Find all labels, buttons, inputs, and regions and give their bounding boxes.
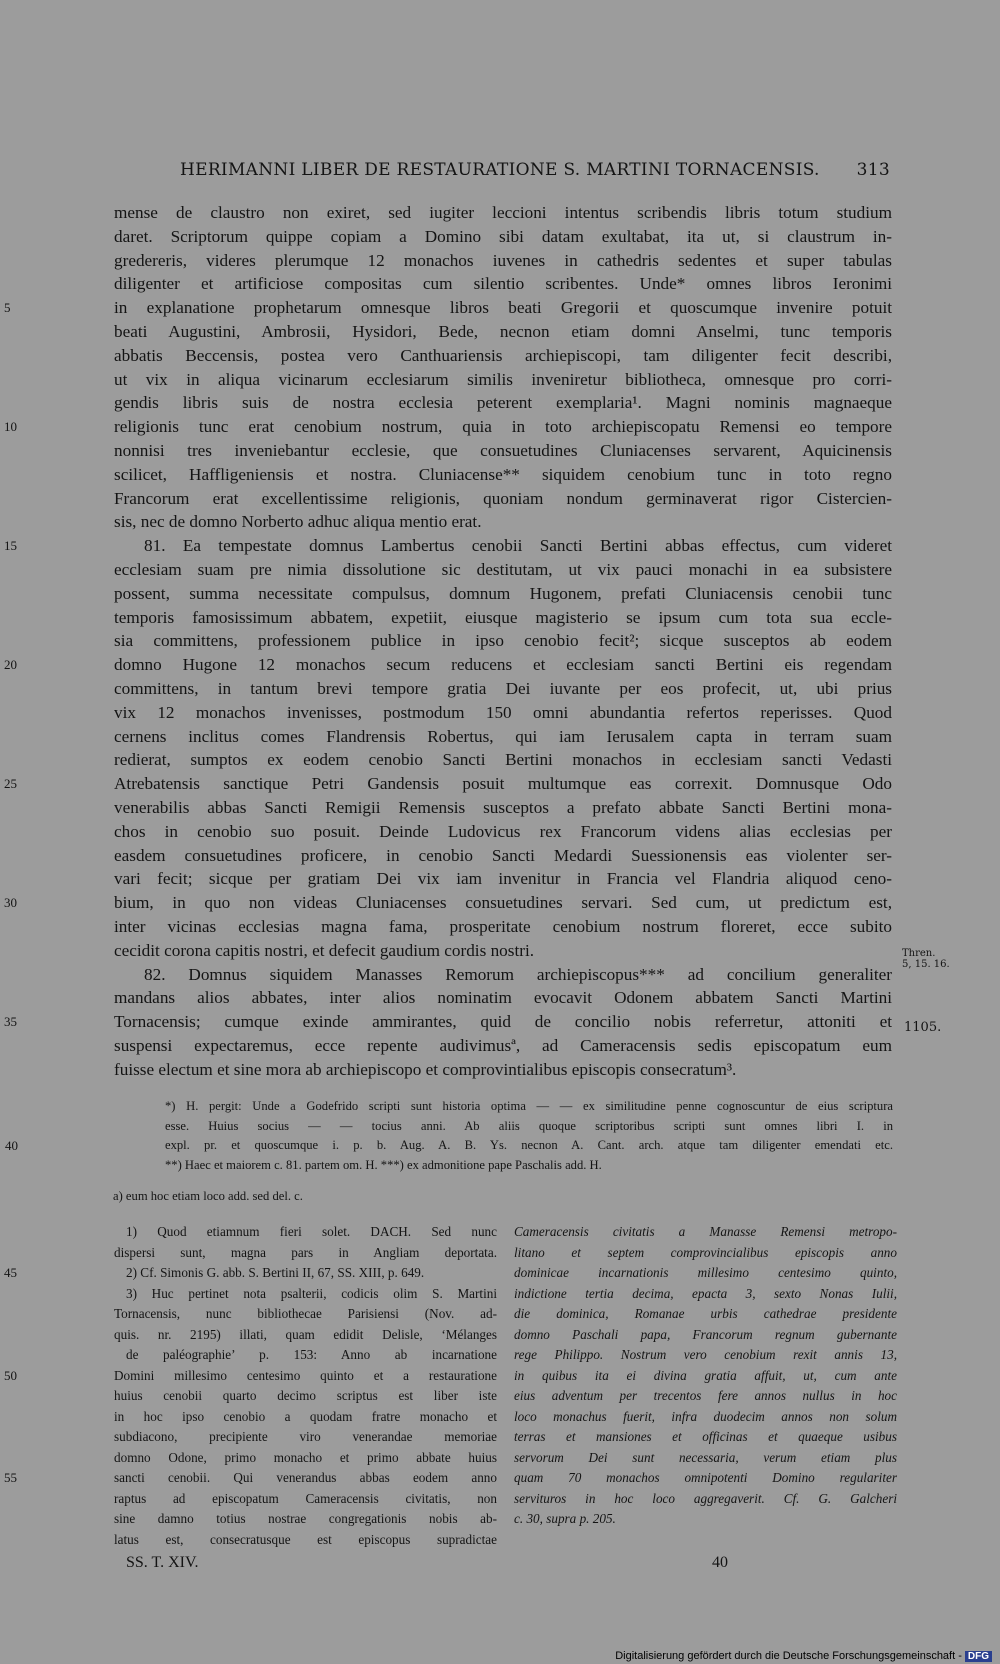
notes-left-column (4, 1222, 497, 1550)
dfg-logo: DFG (965, 1651, 992, 1662)
line-text: religionis tunc erat cenobium nostrum, quia in toto archiepiscopatu Remensi eo tempore (114, 417, 892, 437)
text-line (514, 1284, 897, 1305)
line-text: sis, nec de domno Norberto adhuc aliqua mentio erat. (114, 512, 482, 532)
line-text: domno Hugone 12 monachos secum reducens et ecclesiam sancti Bertini eis regendam (114, 655, 892, 675)
line-text: latus est, consecratusque est episcopus supradictae (114, 1531, 497, 1547)
line-text: nonnisi tres inveniebantur ecclesie, que consuetudines Cluniacenses servarent, Aquicinensis (114, 440, 892, 460)
text-line (114, 201, 892, 225)
text-line (514, 1509, 897, 1530)
credit-label: Digitalisierung gefördert durch die Deutsche Forschungsgemeinschaft - (615, 1650, 962, 1662)
line-text: domno Odone, primo monacho et primo abbate huius (114, 1449, 497, 1465)
margin-note-threnorum (902, 948, 950, 970)
text-line (114, 1284, 497, 1305)
margin-note-year: 1105. (904, 1020, 942, 1035)
line-text: huius cenobii quarto decimo scriptus est liber iste (114, 1388, 497, 1403)
line-text: Tornacensis, nunc bibliothecae Parisiensi (Nov. ad- (114, 1306, 497, 1321)
line-text: venerabilis abbas Sancti Remigii Remensis susceptos a prefato abbate Sancti Bertini mona- (114, 797, 892, 817)
line-text: sia committens, professionem publice in ipso cenobio fecit²; sicque susceptos ab eodem (114, 631, 892, 651)
line-text: 1) Quod etiamnum fieri solet. DACH. Sed nunc (126, 1224, 497, 1239)
text-line (514, 1304, 897, 1325)
line-number: 55 (4, 1470, 17, 1485)
line-number: 40 (5, 1138, 18, 1153)
line-text: indictione tertia decima, epacta 3, sexto Nonas Iulii, (514, 1285, 897, 1301)
text-line (114, 796, 892, 820)
text-line (114, 582, 892, 606)
text-line (114, 1448, 497, 1469)
line-text: esse. Huius socius — — tocius anni. Ab aliis quoque scriptoribus scripti sunt omnes libri I. in (165, 1118, 893, 1133)
text-line (114, 1345, 497, 1366)
text-line (514, 1427, 897, 1448)
text-line (114, 558, 892, 582)
variant-note: a) eum hoc etiam loco add. sed del. c. (113, 1189, 303, 1203)
line-text: redierat, sumptos ex eodem cenobio Sancti Bertini monachos in ecclesiam sancti Vedasti (114, 750, 892, 770)
text-line (114, 510, 892, 534)
text-line (114, 748, 892, 772)
text-line (114, 1243, 497, 1264)
line-text: temporis famosissimum abbatem, expetiit, eiusque magisterio se ipsum cum tota sua eccle- (114, 607, 892, 627)
credit-text (615, 1650, 992, 1662)
line-text: loco monachus fuerit, infra duodecim annos non solum (514, 1408, 897, 1424)
line-text: inter vicinas ecclesias magna fama, prosperitate cenobium nostrum floreret, ecce subito (114, 916, 892, 936)
line-text: 3) Huc pertinet nota psalterii, codicis olim S. Martini (126, 1285, 497, 1301)
text-line (114, 963, 892, 987)
line-text: sine damno totius nostrae congregationis nobis ab- (114, 1511, 497, 1526)
line-text: suspensi expectaremus, ecce repente audivimusª, ad Cameracensis sedis episcopatum eum (114, 1035, 892, 1055)
line-text: die dominica, Romanae urbis cathedrae presidente (514, 1306, 897, 1321)
line-number: 35 (4, 1014, 17, 1030)
line-number: 20 (4, 657, 17, 673)
text-line (4, 415, 892, 439)
running-title: HERIMANNI LIBER DE RESTAURATIONE S. MARTINI TORNACENSIS. (180, 160, 820, 180)
line-text: servituros in hoc loco aggregaverit. Cf. G. Galcheri (514, 1490, 897, 1506)
line-text: mense de claustro non exiret, sed iugiter leccioni intentus scribendis libris totum studium (114, 203, 892, 222)
text-line (514, 1468, 897, 1489)
line-text: abbatis Beccensis, postea vero Canthuariensis archiepiscopi, tam diligenter fecit describi, (114, 345, 892, 365)
text-line (114, 820, 892, 844)
text-line (114, 344, 892, 368)
text-line (114, 1489, 497, 1510)
credit-bar (0, 1644, 1000, 1664)
line-text: mandans alios abbates, inter alios nominatim evocavit Odonem abbatem Sancti Martini (114, 988, 892, 1008)
line-text: litano et septem comprovincialibus episcopis anno (514, 1244, 897, 1260)
text-line (114, 1222, 497, 1243)
text-line (514, 1366, 897, 1387)
line-text: Francorum erat excellentissime religionis, quoniam nondum germinaverat rigor Cistercien- (114, 488, 892, 508)
line-number: 45 (4, 1265, 17, 1280)
line-text: Cameracensis civitatis a Manasse Remensi metropo- (514, 1224, 897, 1239)
line-text: daret. Scriptorum quippe copiam a Domino sibi datam exultabat, ita ut, si claustrum in- (114, 226, 892, 246)
text-line (114, 1304, 497, 1325)
text-line (114, 1427, 497, 1448)
page-number: 313 (856, 160, 890, 180)
text-line (514, 1345, 897, 1366)
line-text: c. 30, supra p. 205. (514, 1511, 616, 1526)
line-number: 25 (4, 776, 17, 792)
text-line (514, 1448, 897, 1469)
text-line (114, 463, 892, 487)
line-text: scilicet, Haffligeniensis et nostra. Cluniacense** siquidem cenobium tunc in toto regno (114, 464, 892, 484)
line-text: terras et mansiones et officinas et quaeque usibus (514, 1429, 897, 1444)
text-line (514, 1407, 897, 1428)
line-text: gendis libris suis de nostra ecclesia peterent exemplaria¹. Magni nominis magnaeque (114, 393, 892, 413)
line-text: fuisse electum et sine mora ab archiepiscopo et comprovintialibus episcopis consecratum³. (114, 1059, 737, 1079)
line-text: in quibus ita ei divina gratia affuit, ut, cum ante (514, 1367, 897, 1383)
text-line (114, 1058, 892, 1082)
line-text: ut vix in aliqua vicinarum ecclesiarum similis inveniretur bibliotheca, omnesque pro corri- (114, 369, 892, 389)
line-text: servorum Dei sunt necessaria, verum etiam plus (514, 1449, 897, 1465)
text-line (514, 1243, 897, 1264)
text-line (114, 986, 892, 1010)
line-text: gredereris, videres plerumque 12 monachos iuvenes in cathedris sedentes et super tabulas (114, 250, 892, 270)
text-line (165, 1097, 893, 1117)
line-text: Domini millesimo centesimo quinto et a restauratione (114, 1367, 497, 1383)
text-line (4, 296, 892, 320)
line-number: 15 (4, 538, 17, 554)
line-text: ecclesiam suam pre nimia dissolutione sic destitutam, ut vix pauci monachi in ea subsistere (114, 559, 892, 579)
line-text: expl. pr. et quoscumque i. p. b. Aug. A. B. Ys. necnon A. Cant. arch. atque tam diligenter emendati etc. (165, 1138, 893, 1152)
line-text: subdiacono, precipiente viro venerandae memoriae (114, 1429, 497, 1444)
text-line (4, 653, 892, 677)
line-text: quis. nr. 2195) illati, quam edidit Delisle, ‘Mélanges (114, 1326, 497, 1342)
text-line (114, 225, 892, 249)
text-line (114, 701, 892, 725)
text-line (4, 1366, 497, 1387)
line-text: cernens inclitus comes Flandrensis Robertus, qui iam Ierusalem capta in terram suam (114, 726, 892, 746)
text-line (514, 1489, 897, 1510)
line-text: sancti cenobii. Qui venerandus abbas eodem anno (114, 1470, 497, 1485)
text-line (114, 320, 892, 344)
line-text: bium, in quo non videas Cluniacenses consuetudines servari. Sed cum, ut predictum est, (114, 893, 892, 913)
line-text: **) Haec et maiorem c. 81. partem om. H. ***) ex admonitione pape Paschalis add. H. (165, 1157, 602, 1172)
line-text: chos in cenobio suo posuit. Deinde Ludovicus rex Francorum videns alias ecclesias per (114, 821, 892, 841)
line-text: possent, summa necessitate compulsus, domnum Hugonem, prefati Cluniacensis cenobii tunc (114, 583, 892, 603)
text-line (114, 272, 892, 296)
line-text: de paléographie’ p. 153: Anno ab incarnatione (126, 1347, 497, 1362)
line-text: easdem consuetudines proficere, in cenobio Sancti Medardi Suessionensis eas violenter ser- (114, 845, 892, 865)
text-line (5, 1136, 893, 1156)
text-line (114, 368, 892, 392)
line-number: 30 (4, 895, 17, 911)
text-line (114, 1509, 497, 1530)
text-line (114, 677, 892, 701)
line-text: 82. Domnus siquidem Manasses Remorum archiepiscopus*** ad concilium generaliter (144, 964, 892, 984)
line-text: committens, in tantum brevi tempore gratia Dei iuvante per eos profecit, ut, ubi prius (114, 678, 892, 698)
line-text: domno Paschali papa, Francorum regnum gubernante (514, 1326, 897, 1342)
line-text: quam 70 monachos omnipotenti Domino regulariter (514, 1470, 897, 1485)
line-text: cecidit corona capitis nostri, et defecit gaudium cordis nostri. (114, 940, 535, 960)
text-line (114, 915, 892, 939)
text-line (114, 1034, 892, 1058)
margin-note-label: Thren. (902, 948, 936, 959)
text-line (4, 1263, 497, 1284)
line-text: rege Philippo. Nostrum vero cenobium rexit annis 13, (514, 1347, 897, 1362)
text-line (114, 439, 892, 463)
line-text: in explanatione prophetarum omnesque libros beati Gregorii et quoscumque invenire potuit (114, 298, 892, 318)
line-number: 5 (4, 300, 11, 316)
text-line (114, 391, 892, 415)
line-text: vari fecit; sicque per gratiam Dei vix iam invenitur in Francia vel Flandria aliquod ceno- (114, 869, 892, 889)
text-line (114, 1530, 497, 1551)
text-line (114, 249, 892, 273)
text-line (114, 606, 892, 630)
line-text: 2) Cf. Simonis G. abb. S. Bertini II, 67, SS. XIII, p. 649. (126, 1265, 425, 1280)
series-mark: SS. T. XIV. (126, 1554, 199, 1571)
line-text: Tornacensis; cumque exinde ammirantes, quid de concilio nobis referretur, attoniti et (114, 1012, 892, 1032)
text-line (4, 1468, 497, 1489)
line-text: vix 12 monachos invenisses, postmodum 150 omni abundantia refertos reperisses. Quod (114, 702, 892, 722)
text-line (514, 1386, 897, 1407)
line-text: *) H. pergit: Unde a Godefrido scripti sunt historia optima — — ex similitudine penne cognoscuntur de eius scriptura (165, 1099, 893, 1113)
line-text: beati Augustini, Ambrosii, Hysidori, Bede, necnon etiam domni Anselmi, tunc temporis (114, 321, 892, 341)
text-line (114, 487, 892, 511)
text-line (514, 1325, 897, 1346)
line-text: dominicae incarnationis millesimo centesimo quinto, (514, 1265, 897, 1280)
text-line (114, 867, 892, 891)
line-number: 50 (4, 1367, 17, 1383)
line-text: in hoc ipso cenobio a quodam fratre monacho et (114, 1408, 497, 1424)
text-line (4, 1010, 892, 1034)
text-line (114, 1407, 497, 1428)
textual-footnotes (5, 1097, 893, 1175)
text-line (4, 772, 892, 796)
line-text: eius adventum per trecentos fere annos nullus in hoc (514, 1388, 897, 1403)
text-line (114, 1386, 497, 1407)
text-line (514, 1222, 897, 1243)
text-line (114, 844, 892, 868)
text-line (165, 1117, 893, 1137)
text-line (514, 1263, 897, 1284)
main-text (4, 201, 892, 1081)
line-number: 10 (4, 419, 17, 435)
text-line (4, 891, 892, 915)
line-text: Atrebatensis sanctique Petri Gandensis posuit multumque eas correxit. Domnusque Odo (114, 774, 892, 794)
text-line (114, 1325, 497, 1346)
line-text: diligenter et artificiose compositas cum silentio scribentes. Unde* omnes libros Ieronimi (114, 274, 892, 294)
notes-right-column (514, 1222, 897, 1530)
text-line (4, 534, 892, 558)
text-line (114, 629, 892, 653)
line-text: 81. Ea tempestate domnus Lambertus cenobii Sancti Bertini abbas effectus, cum videret (144, 536, 892, 556)
text-line (114, 939, 892, 963)
text-line (165, 1156, 893, 1176)
line-text: dispersi sunt, magna pars in Angliam deportata. (114, 1244, 497, 1260)
margin-note-ref: 5, 15. 16. (902, 959, 950, 970)
line-text: raptus ad episcopatum Cameracensis civitatis, non (114, 1490, 497, 1506)
signature-mark: 40 (712, 1554, 728, 1571)
text-line (114, 725, 892, 749)
